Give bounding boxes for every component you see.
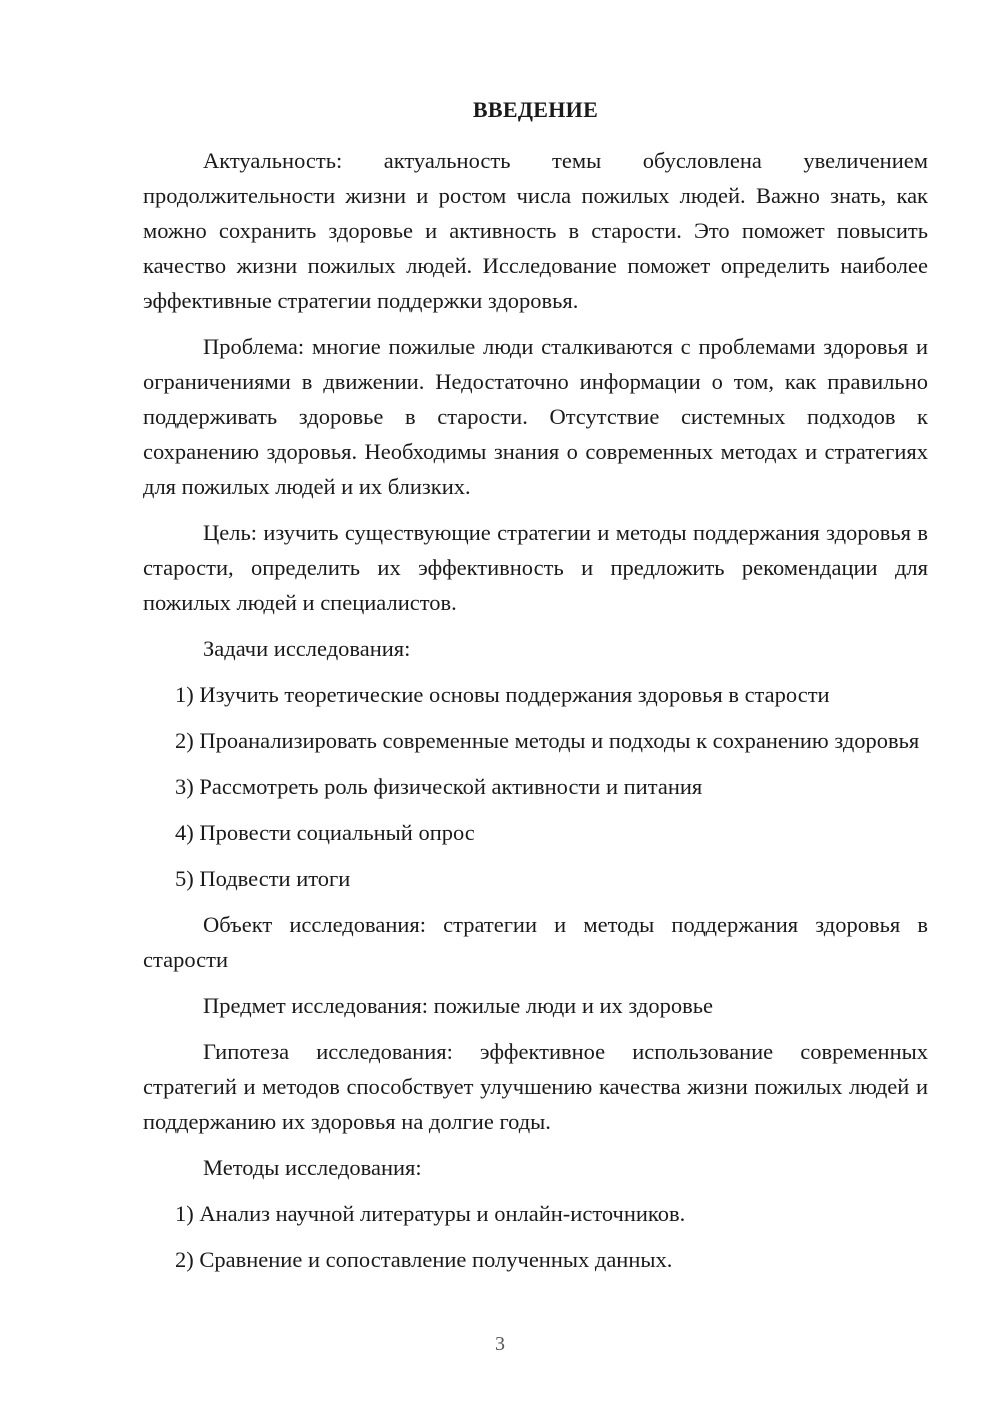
task-item-5: 5) Подвести итоги <box>175 866 351 891</box>
task-item-2: 2) Проанализировать современные методы и подходы к сохранению здоровья <box>175 728 920 753</box>
relevance-paragraph: Актуальность: актуальность темы обусловлена увеличением продолжительности жизни и ростом числа пожилых людей. Важно знать, как можно сохранить здоровье и активность в старости. Это поможет повысить качество жизни пожилых людей. Исследование поможет определить наиболее эффективные стратегии поддержки здоровья. <box>143 148 928 313</box>
task-item-3: 3) Рассмотреть роль физической активности и питания <box>175 774 703 799</box>
object-paragraph: Объект исследования: стратегии и методы поддержания здоровья в старости <box>143 912 928 972</box>
goal-paragraph: Цель: изучить существующие стратегии и методы поддержания здоровья в старости, определить их эффективность и предложить рекомендации для пожилых людей и специалистов. <box>143 520 928 615</box>
page-title: ВВЕДЕНИЕ <box>472 97 599 122</box>
subject-paragraph: Предмет исследования: пожилые люди и их здоровье <box>203 993 713 1018</box>
task-item-1: 1) Изучить теоретические основы поддержания здоровья в старости <box>175 682 830 707</box>
method-item-1: 1) Анализ научной литературы и онлайн-источников. <box>175 1201 686 1226</box>
methods-heading: Методы исследования: <box>203 1155 422 1180</box>
hypothesis-paragraph: Гипотеза исследования: эффективное использование современных стратегий и методов способствует улучшению качества жизни пожилых людей и поддержанию их здоровья на долгие годы. <box>143 1039 928 1134</box>
method-item-2: 2) Сравнение и сопоставление полученных данных. <box>175 1247 673 1272</box>
document-body <box>143 143 928 1288</box>
page-number: 3 <box>495 1333 505 1355</box>
task-item-4: 4) Провести социальный опрос <box>175 820 475 845</box>
tasks-heading: Задачи исследования: <box>203 636 411 661</box>
problem-paragraph: Проблема: многие пожилые люди сталкиваются с проблемами здоровья и ограничениями в движении. Недостаточно информации о том, как правильно поддерживать здоровье в старости. Отсутствие системных подходов к сохранению здоровья. Необходимы знания о современных методах и стратегиях для пожилых людей и их близких. <box>143 334 928 499</box>
